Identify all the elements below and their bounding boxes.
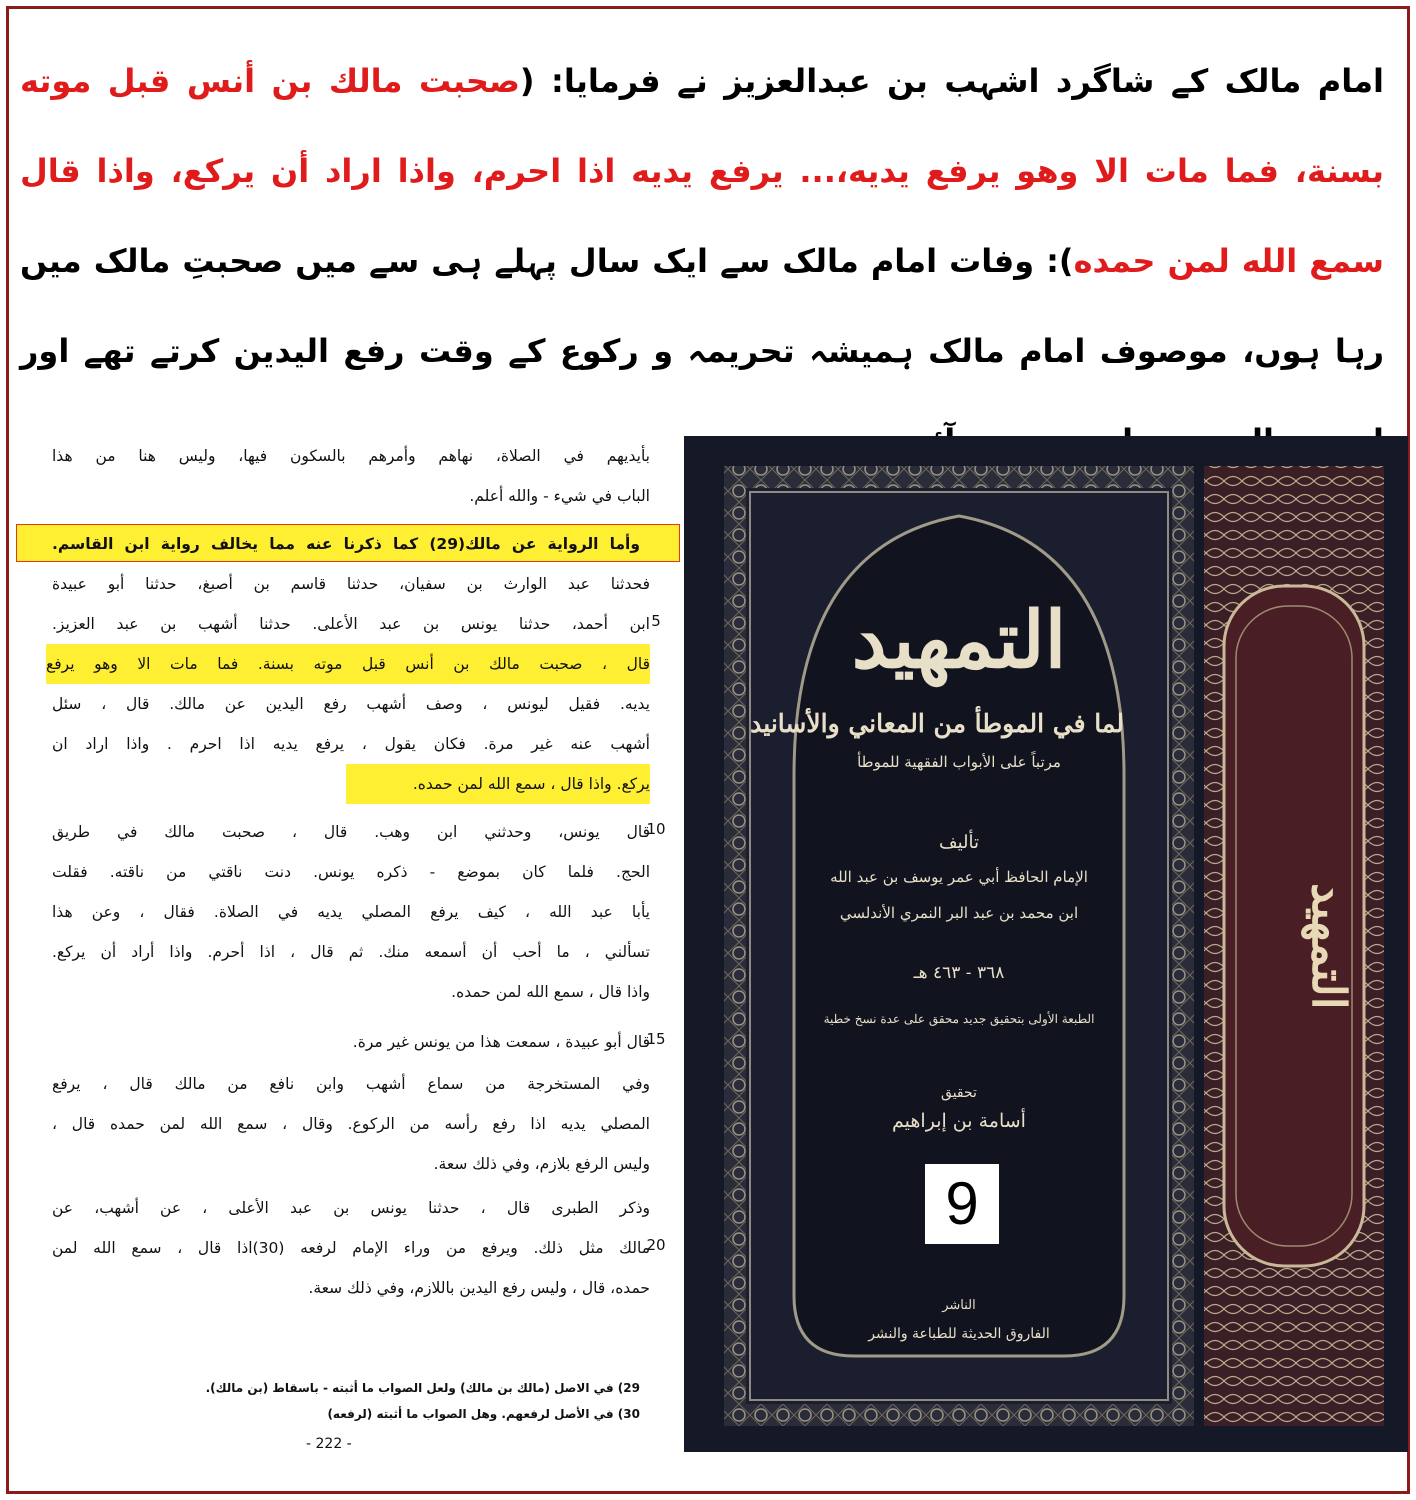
text-line: وليس الرفع بلازم، وفي ذلك سعة. <box>433 1155 650 1173</box>
line-number: 15 <box>646 1030 666 1048</box>
text-line: قال يونس، وحدثني ابن وهب. قال ، صحبت مالك في طريق <box>52 823 650 841</box>
text-line: وذكر الطبرى قال ، حدثنا يونس بن عبد الأعلى ، عن أشهب، عن <box>52 1199 650 1217</box>
text-line: حمده، قال ، وليس رفع اليدين باللازم، وفي ذلك سعة. <box>308 1279 650 1297</box>
text-line: أشهب عنه غير مرة. فكان يقول ، يرفع يديه اذا احرم . واذا اراد ان <box>52 735 650 753</box>
text-line: بأيديهم في الصلاة، نهاهم وأمرهم بالسكون فيها، وليس هنا من هذا <box>52 447 650 465</box>
text-line: تسألني ، ما أحب أن أسمعه منك. ثم قال ، اذا أحرم. واذا أراد أن يركع. <box>52 943 650 961</box>
volume-number: 9 <box>925 1164 999 1244</box>
cover-publisher-label: الناشر <box>942 1298 976 1313</box>
cover-by-label: تأليف <box>938 832 980 853</box>
cover-dates: ٣٦٨ - ٤٦٣ هـ <box>913 963 1005 983</box>
line-number: 10 <box>646 820 666 838</box>
text-line: وفي المستخرجة من سماع أشهب وابن نافع من مالك قال ، يرفع <box>52 1075 650 1093</box>
text-line: فحدثنا عبد الوارث بن سفيان، حدثنا قاسم بن أصبغ، حدثنا أبو عبيدة <box>52 575 650 593</box>
footnote: 30) في الأصل لرفعهم. وهل الصواب ما أثبته (لرفعه) <box>327 1407 640 1421</box>
cover-title: التمهيد <box>851 595 1067 686</box>
cover-arrangement: مرتباً على الأبواب الفقهية للموطأ <box>857 753 1061 771</box>
page-number: - 222 - <box>306 1436 352 1452</box>
arabic-quote: صحبت مالك بن أنس قبل موته بسنة، فما مات الا وهو يرفع يديه،... يرفع يديه اذا احرم، واذا اراد أن يركع، واذا قال سمع الله لمن حمده <box>20 62 1385 280</box>
cover-dedication: الطبعة الأولى بتحقيق جديد محقق على عدة نسخ خطية <box>823 1012 1095 1026</box>
cover-subtitle: لما في الموطأ من المعاني والأسانيد <box>750 709 1124 738</box>
text-line: ابن أحمد، حدثنا يونس بن عبد الأعلى. حدثنا أشهب بن عبد العزيز. <box>52 615 650 633</box>
urdu-header <box>20 36 1384 486</box>
text-line: مالك مثل ذلك. ويرفع من وراء الإمام لرفعه (30)اذا قال ، سمع الله لمن <box>52 1239 650 1257</box>
text-line-highlighted: وأما الرواية عن مالك(29) كما ذكرنا عنه مما يخالف رواية ابن القاسم. <box>52 535 640 553</box>
footnote: 29) في الاصل (مالك بن مالك) ولعل الصواب ما أثبته - باسقاط (بن مالك). <box>205 1381 640 1395</box>
text-line: الباب في شيء - والله أعلم. <box>469 487 650 505</box>
text-line-highlighted: قال ، صحبت مالك بن أنس قبل موته بسنة. فما مات الا وهو يرفع <box>46 644 650 684</box>
text-line: الحج. فلما كان بموضع - ذكره يونس. دنت ناقتي من ناقته. فقلت <box>52 863 650 881</box>
spine-title: التمهيد <box>1302 882 1356 1010</box>
cover-author-line1: الإمام الحافظ أبي عمر يوسف بن عبد الله <box>830 868 1088 886</box>
line-number: 5 <box>651 612 661 630</box>
text-line: واذا قال ، سمع الله لمن حمده. <box>451 983 650 1001</box>
text-line: قال أبو عبيدة ، سمعت هذا من يونس غير مرة. <box>352 1033 650 1051</box>
cover-editor: أسامة بن إبراهيم <box>892 1110 1026 1132</box>
book-cover-image <box>684 436 1408 1452</box>
urdu-translation: ): وفات امام مالک سے ایک سال پہلے ہی سے میں صحبتِ مالک میں رہا ہوں، موصوف امام مالک ہمیشہ تحریمہ و رکوع کے وقت رفع الیدین کرتے تھے اور <box>20 242 1384 370</box>
book-page-scan <box>16 432 680 1472</box>
line-number: 20 <box>646 1236 666 1254</box>
header-intro: امام مالک کے شاگرد اشہب بن عبدالعزیز نے فرمایا: ( <box>519 62 1385 100</box>
text-line: يديه. فقيل ليونس ، وصف أشهب رفع اليدين عن مالك. قال ، سئل <box>52 695 650 713</box>
cover-author-line2: ابن محمد بن عبد البر النمري الأندلسي <box>839 904 1079 922</box>
text-line: يأبا عبد الله ، كيف يرفع المصلي يديه في الصلاة. فقال ، وعن هذا <box>52 903 650 921</box>
text-line-highlighted: يركع. واذا قال ، سمع الله لمن حمده. <box>346 764 650 804</box>
text-line: المصلي يديه اذا رفع رأسه من الركوع. وقال ، سمع الله لمن حمده قال ، <box>52 1115 650 1133</box>
cover-publisher: الفاروق الحديثة للطباعة والنشر <box>868 1326 1050 1342</box>
cover-editor-label: تحقيق <box>941 1085 977 1101</box>
